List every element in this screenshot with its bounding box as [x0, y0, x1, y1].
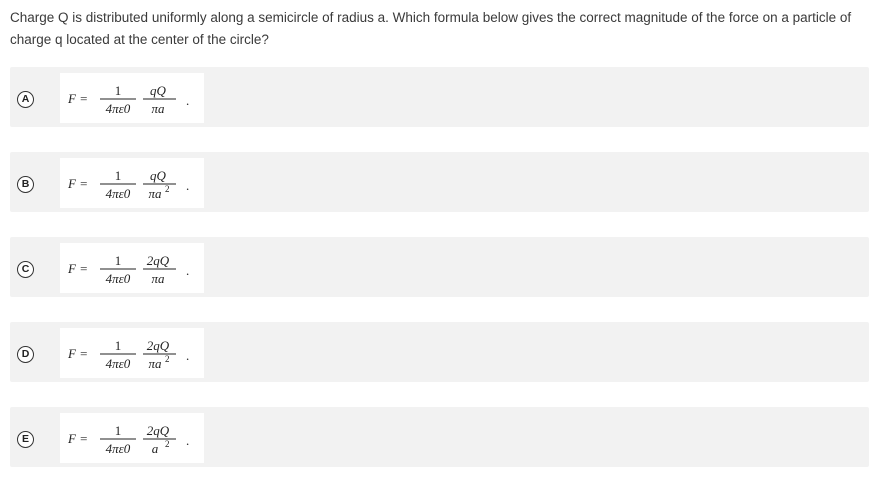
answer-option-d[interactable]: [10, 322, 869, 382]
main-numerator: qQ: [150, 168, 166, 183]
main-denominator: πa: [151, 271, 165, 286]
main-denominator: πa: [148, 186, 162, 201]
coef-denominator: 4πε0: [105, 271, 131, 286]
denominator-exponent: 2: [165, 184, 170, 194]
main-numerator: 2qQ: [146, 423, 170, 438]
denominator-exponent: 2: [165, 439, 170, 449]
main-denominator: πa: [151, 101, 165, 116]
main-numerator: qQ: [150, 83, 166, 98]
formula-dot: .: [186, 93, 190, 108]
formula-svg: [60, 328, 204, 378]
formula-dot: .: [186, 263, 190, 278]
formula-lhs: F =: [68, 261, 88, 276]
answer-option-c[interactable]: [10, 237, 869, 297]
option-letter-badge: B: [17, 176, 34, 193]
coef-denominator: 4πε0: [105, 101, 131, 116]
formula-image: [60, 243, 204, 293]
formula-svg: [60, 158, 204, 208]
formula-lhs: F =: [68, 176, 88, 191]
coef-numerator: 1: [114, 83, 122, 98]
formula-image: [60, 328, 204, 378]
main-numerator: 2qQ: [146, 253, 170, 268]
coef-denominator: 4πε0: [105, 186, 131, 201]
formula-dot: .: [186, 178, 190, 193]
formula-lhs: F =: [68, 346, 88, 361]
denominator-exponent: 2: [165, 354, 170, 364]
option-letter-badge: E: [17, 431, 34, 448]
question-text: Charge Q is distributed uniformly along a semicircle of radius a. Which formula below gives the correct magnitude of the force on a particle of charge q located at the center of the circle?: [10, 10, 852, 47]
coef-numerator: 1: [114, 168, 122, 183]
main-denominator: a: [151, 441, 159, 456]
formula-dot: .: [186, 348, 190, 363]
formula-svg: [60, 73, 204, 123]
option-letter-badge: D: [17, 346, 34, 363]
main-numerator: 2qQ: [146, 338, 170, 353]
coef-numerator: 1: [114, 423, 122, 438]
option-letter-badge: A: [17, 91, 34, 108]
formula-image: [60, 73, 204, 123]
formula-svg: [60, 243, 204, 293]
formula-image: [60, 158, 204, 208]
answer-option-a[interactable]: [10, 67, 869, 127]
formula-svg: [60, 413, 204, 463]
coef-numerator: 1: [114, 253, 122, 268]
formula-lhs: F =: [68, 91, 88, 106]
coef-denominator: 4πε0: [105, 356, 131, 371]
coef-numerator: 1: [114, 338, 122, 353]
answer-option-b[interactable]: [10, 152, 869, 212]
coef-denominator: 4πε0: [105, 441, 131, 456]
option-letter-badge: C: [17, 261, 34, 278]
answer-option-e[interactable]: [10, 407, 869, 467]
formula-dot: .: [186, 433, 190, 448]
main-denominator: πa: [148, 356, 162, 371]
formula-image: [60, 413, 204, 463]
formula-lhs: F =: [68, 431, 88, 446]
